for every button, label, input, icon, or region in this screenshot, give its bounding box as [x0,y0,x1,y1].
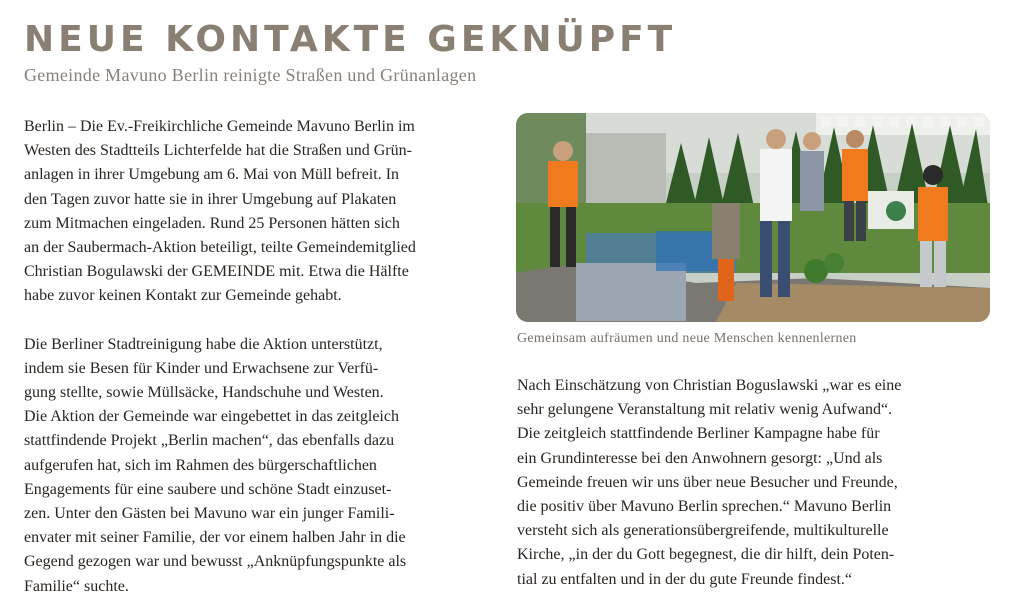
left-paragraph-1 [24,115,504,309]
text-line: stattfindende Projekt „Berlin machen“, das ebenfalls dazu [24,432,395,450]
text-line: versteht sich als generationsübergreifende, multikulturelle [517,522,889,540]
text-line: Westen des Stadtteils Lichterfelde hat die Straßen und Grün- [24,142,412,160]
text-line: die positiv über Mavuno Berlin sprechen.“ Mavuno Berlin [517,498,892,516]
text-line: habe zuvor keinen Kontakt zur Gemeinde gehabt. [24,287,342,305]
article-subheadline: Gemeinde Mavuno Berlin reinigte Straßen und Grünanlagen [24,65,477,85]
right-paragraph-1 [517,374,997,592]
text-line: zen. Unter den Gästen bei Mavuno war ein junger Famili- [24,505,395,523]
text-line: zum Mitmachen eingeladen. Rund 25 Personen hätten sich [24,214,400,232]
cleanup-photo-illustration [516,113,990,322]
article-headline: NEUE KONTAKTE GEKNÜPFT [24,19,677,60]
left-paragraph-2 [24,333,504,599]
text-line: Christian Bogulawski der GEMEINDE mit. Etwa die Hälfte [24,263,409,281]
text-line: Nach Einschätzung von Christian Boguslawski „war es eine [517,377,902,394]
text-line: indem sie Besen für Kinder und Erwachsene zur Verfü- [24,359,379,377]
text-line: Familie“ suchte. [24,577,129,595]
article-photo [516,113,990,322]
text-line: an der Saubermach-Aktion beteiligt, teilte Gemeindemitglied [24,239,416,257]
text-line: aufgerufen hat, sich im Rahmen des bürgerschaftlichen [24,456,377,474]
text-line: tial zu entfalten und in der du gute Freunde findest.“ [517,570,853,588]
text-line: den Tagen zuvor hatte sie in ihrer Umgebung auf Plakaten [24,190,397,208]
text-line: gung stellte, sowie Müllsäcke, Handschuhe und Westen. [24,384,384,402]
text-line: Berlin – Die Ev.-Freikirchliche Gemeinde Mavuno Berlin im [24,118,415,135]
text-line: Die zeitgleich stattfindende Berliner Kampagne habe für [517,425,880,443]
text-line: Gegend gezogen war und bewusst „Anknüpfungspunkte als [24,553,407,571]
text-line: Gemeinde freuen wir uns über neue Besucher und Freunde, [517,473,898,491]
text-line: Die Berliner Stadtreinigung habe die Aktion unterstützt, [24,335,383,353]
photo-caption: Gemeinsam aufräumen und neue Menschen kennenlernen [517,331,857,346]
text-line: Kirche, „in der du Gott begegnest, die dir hilft, dein Poten- [517,546,895,564]
right-column [517,374,997,592]
text-line: envater mit seiner Familie, der vor einem halben Jahr in die [24,529,406,547]
text-line: sehr gelungene Veranstaltung mit relativ wenig Aufwand“. [517,401,893,419]
text-line: Engagements für eine saubere und schöne Stadt einzuset- [24,480,392,498]
text-line: ein Grundinteresse bei den Anwohnern gesorgt: „Und als [517,449,883,467]
left-column [24,115,504,599]
text-line: Die Aktion der Gemeinde war eingebettet in das zeitgleich [24,408,399,426]
text-line: anlagen in ihrer Umgebung am 6. Mai von Müll befreit. In [24,166,400,184]
